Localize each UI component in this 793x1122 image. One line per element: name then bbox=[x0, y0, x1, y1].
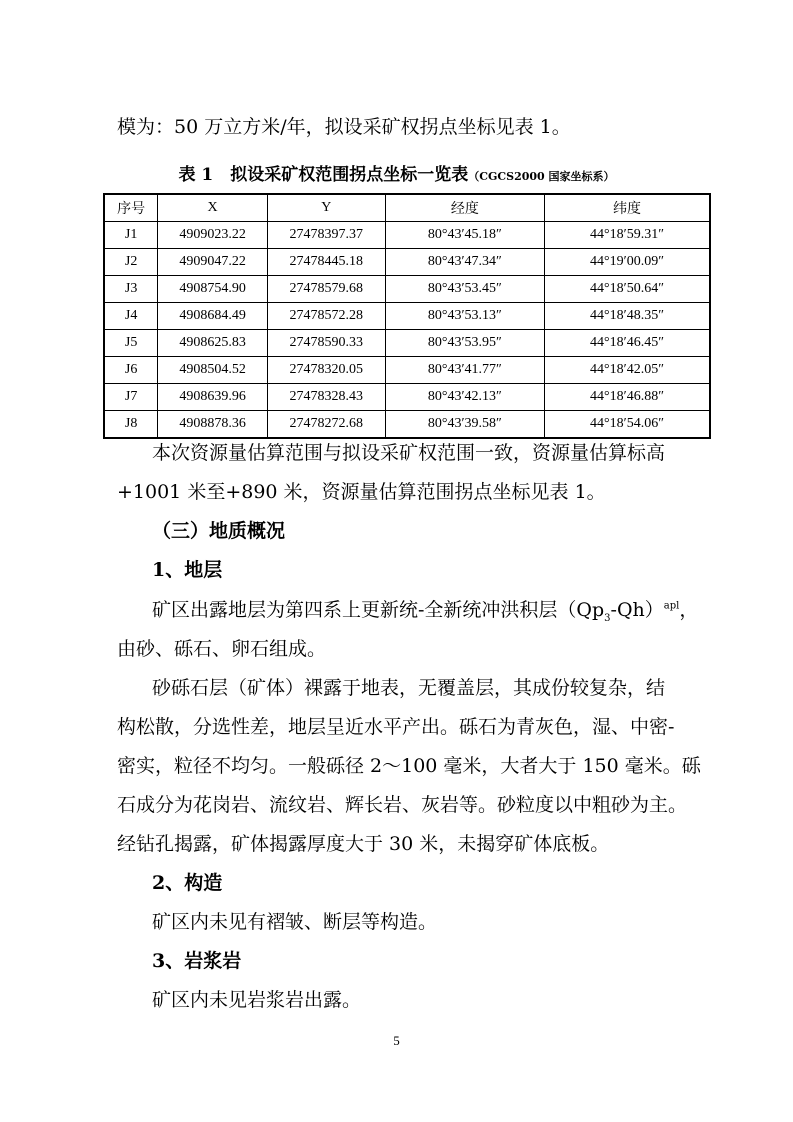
cell-index: J7 bbox=[104, 384, 158, 411]
cell-latitude: 44°18′46.45″ bbox=[545, 330, 710, 357]
cell-y: 27478590.33 bbox=[267, 330, 385, 357]
cell-x: 4908625.83 bbox=[158, 330, 268, 357]
subheading-strata: 1、地层 bbox=[152, 559, 223, 581]
cell-y: 27478397.37 bbox=[267, 222, 385, 249]
strata-subscript: 3 bbox=[604, 612, 611, 624]
page-number: 5 bbox=[393, 1033, 400, 1048]
table-caption bbox=[0, 160, 793, 185]
gravel-paragraph-line-4: 石成分为花岗岩、流纹岩、辉长岩、灰岩等。砂粒度以中粗砂为主。 bbox=[117, 794, 688, 816]
cell-x: 4909047.22 bbox=[158, 249, 268, 276]
cell-latitude: 44°18′46.88″ bbox=[545, 384, 710, 411]
strata-text-b: -Qh） bbox=[610, 599, 664, 621]
header-longitude: 经度 bbox=[385, 194, 544, 222]
cell-index: J2 bbox=[104, 249, 158, 276]
cell-y: 27478572.28 bbox=[267, 303, 385, 330]
table-row bbox=[104, 249, 710, 276]
cell-x: 4908504.52 bbox=[158, 357, 268, 384]
table-row bbox=[104, 222, 710, 249]
subheading-magmatic: 3、岩浆岩 bbox=[152, 950, 242, 972]
header-x: X bbox=[158, 194, 268, 222]
cell-longitude: 80°43′39.58″ bbox=[385, 411, 544, 439]
cell-x: 4908684.49 bbox=[158, 303, 268, 330]
cell-y: 27478320.05 bbox=[267, 357, 385, 384]
cell-x: 4908878.36 bbox=[158, 411, 268, 439]
cell-latitude: 44°18′54.06″ bbox=[545, 411, 710, 439]
cell-longitude: 80°43′53.95″ bbox=[385, 330, 544, 357]
cell-index: J3 bbox=[104, 276, 158, 303]
section-heading-geology: （三）地质概况 bbox=[152, 520, 286, 542]
header-latitude: 纬度 bbox=[545, 194, 710, 222]
cell-latitude: 44°18′42.05″ bbox=[545, 357, 710, 384]
table-caption-crs: （CGCS2000 国家坐标系） bbox=[468, 170, 615, 183]
cell-latitude: 44°19′00.09″ bbox=[545, 249, 710, 276]
cell-latitude: 44°18′59.31″ bbox=[545, 222, 710, 249]
coordinates-table bbox=[103, 193, 711, 439]
strata-paragraph-line-2: 由砂、砾石、卵石组成。 bbox=[117, 638, 327, 660]
strata-superscript: apl bbox=[663, 600, 680, 612]
table-row bbox=[104, 330, 710, 357]
range-paragraph-line-1: 本次资源量估算范围与拟设采矿权范围一致，资源量估算标高 bbox=[152, 442, 666, 464]
cell-index: J6 bbox=[104, 357, 158, 384]
table-row bbox=[104, 276, 710, 303]
strata-paragraph-line-1 bbox=[152, 597, 698, 623]
cell-x: 4908639.96 bbox=[158, 384, 268, 411]
intro-paragraph: 模为：50 万立方米/年，拟设采矿权拐点坐标见表 1。 bbox=[117, 116, 571, 138]
gravel-paragraph-line-1: 砂砾石层（矿体）裸露于地表，无覆盖层，其成份较复杂，结 bbox=[152, 677, 666, 699]
gravel-paragraph-line-3: 密实，粒径不均匀。一般砾径 2～100 毫米，大者大于 150 毫米。砾 bbox=[117, 755, 701, 777]
cell-index: J4 bbox=[104, 303, 158, 330]
table-row bbox=[104, 303, 710, 330]
cell-longitude: 80°43′53.45″ bbox=[385, 276, 544, 303]
table-row bbox=[104, 411, 710, 439]
cell-latitude: 44°18′50.64″ bbox=[545, 276, 710, 303]
strata-text-c: ， bbox=[679, 599, 699, 621]
cell-longitude: 80°43′53.13″ bbox=[385, 303, 544, 330]
cell-latitude: 44°18′48.35″ bbox=[545, 303, 710, 330]
strata-text-a: 矿区出露地层为第四系上更新统-全新统冲洪积层（Qp bbox=[152, 599, 605, 621]
structure-paragraph: 矿区内未见有褶皱、断层等构造。 bbox=[152, 911, 438, 933]
table-header-row bbox=[104, 194, 710, 222]
cell-index: J1 bbox=[104, 222, 158, 249]
cell-y: 27478445.18 bbox=[267, 249, 385, 276]
cell-longitude: 80°43′41.77″ bbox=[385, 357, 544, 384]
gravel-paragraph-line-2: 构松散，分选性差，地层呈近水平产出。砾石为青灰色，湿、中密- bbox=[117, 716, 675, 738]
gravel-paragraph-line-5: 经钻孔揭露，矿体揭露厚度大于 30 米，未揭穿矿体底板。 bbox=[117, 833, 610, 855]
magmatic-paragraph: 矿区内未见岩浆岩出露。 bbox=[152, 989, 362, 1011]
cell-y: 27478328.43 bbox=[267, 384, 385, 411]
cell-longitude: 80°43′42.13″ bbox=[385, 384, 544, 411]
header-y: Y bbox=[267, 194, 385, 222]
table-row bbox=[104, 384, 710, 411]
cell-y: 27478272.68 bbox=[267, 411, 385, 439]
table-row bbox=[104, 357, 710, 384]
cell-x: 4908754.90 bbox=[158, 276, 268, 303]
cell-longitude: 80°43′45.18″ bbox=[385, 222, 544, 249]
cell-index: J5 bbox=[104, 330, 158, 357]
table-caption-title: 表 1 拟设采矿权范围拐点坐标一览表 bbox=[178, 165, 469, 185]
cell-x: 4909023.22 bbox=[158, 222, 268, 249]
header-index: 序号 bbox=[104, 194, 158, 222]
cell-longitude: 80°43′47.34″ bbox=[385, 249, 544, 276]
cell-index: J8 bbox=[104, 411, 158, 439]
range-paragraph-line-2: +1001 米至+890 米，资源量估算范围拐点坐标见表 1。 bbox=[117, 481, 606, 503]
subheading-structure: 2、构造 bbox=[152, 872, 223, 894]
cell-y: 27478579.68 bbox=[267, 276, 385, 303]
